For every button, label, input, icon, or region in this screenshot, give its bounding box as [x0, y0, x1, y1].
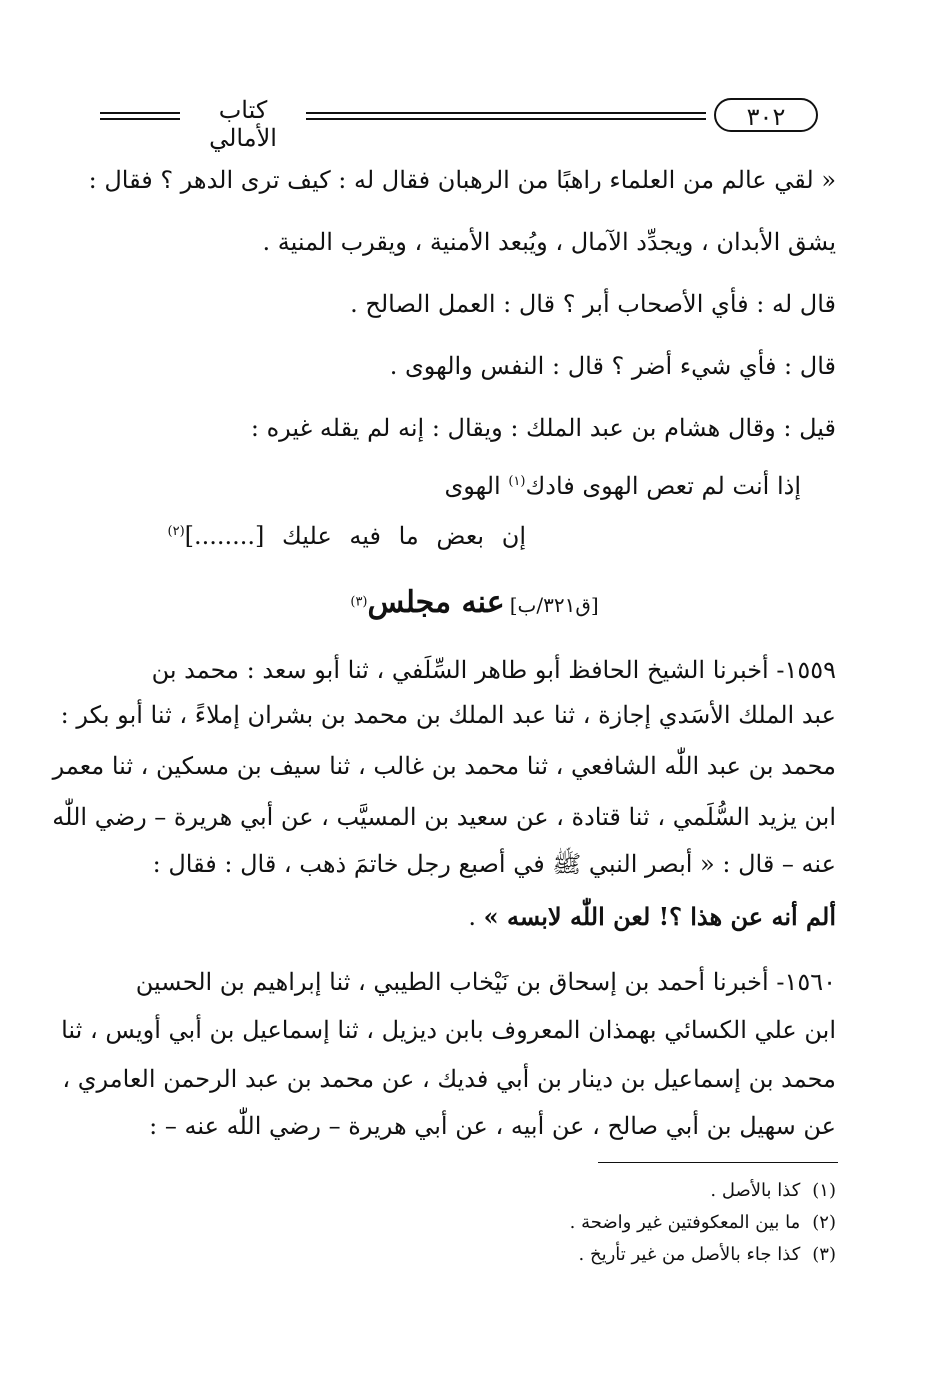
hadith-1560-line: محمد بن إسماعيل بن دينار بن أبي فديك ، عن محمد بن عبد الرحمن العامري ،	[62, 1065, 836, 1093]
hadith-1559-line: عبد الملك الأسَدي إجازة ، ثنا عبد الملك بن محمد بن بشران إملاءً ، ثنا أبو بكر :	[60, 701, 836, 729]
hadith-1560-line: عن سهيل بن أبي صالح ، عن أبيه ، عن أبي هريرة – رضي اللّٰه عنه – :	[149, 1112, 836, 1140]
text-line: « لقي عالم من العلماء راهبًا من الرهبان فقال له : كيف ترى الدهر ؟ فقال :	[88, 166, 836, 194]
section-heading	[0, 585, 949, 620]
header-rule-middle	[306, 112, 706, 120]
verse-text: إذا أنت لم تعص الهوى فادك	[525, 472, 801, 500]
footnote	[570, 1212, 836, 1233]
hadith-1559-line: عنه – قال : « أبصر النبي ﷺ في أصبع رجل خاتمَ ذهب ، قال : فقال :	[152, 850, 836, 878]
page-header	[96, 90, 846, 152]
hadith-1559-end	[468, 902, 836, 931]
footnote-text: ما بين المعكوفتين غير واضحة .	[569, 1212, 801, 1233]
text-line: قال : فأي شيء أضر ؟ قال : النفس والهوى .	[389, 352, 836, 380]
hadith-1559-line: ١٥٥٩- أخبرنا الشيخ الحافظ أبو طاهر السِّلَفي ، ثنا أبو سعد : محمد بن	[151, 656, 836, 684]
footnote-separator	[598, 1162, 838, 1163]
header-rule-left	[100, 112, 180, 120]
hadith-1560-line: ابن علي الكسائي بهمذان المعروف بابن ديزيل ، ثنا إسماعيل بن أبي أويس ، ثنا	[61, 1016, 836, 1044]
footnote-number: (٣)	[812, 1244, 836, 1265]
hadith-1559-line: محمد بن عبد اللّٰه الشافعي ، ثنا محمد بن غالب ، ثنا سيف بن مسكين ، ثنا معمر	[52, 752, 836, 780]
footnote-number: (٢)	[812, 1212, 836, 1233]
page-number: ٣٠٢	[714, 98, 818, 132]
footnote	[579, 1244, 837, 1265]
hadith-1560-line: ١٥٦٠- أخبرنا أحمد بن إسحاق بن نَيْخاب الطيبي ، ثنا إبراهيم بن الحسين	[135, 968, 836, 996]
footnote-ref: (٣)	[350, 594, 368, 610]
footnote-ref: (٢)	[167, 524, 185, 539]
text-line: قال له : فأي الأصحاب أبر ؟ قال : العمل الصالح .	[350, 290, 836, 318]
text-line: قيل : وقال هشام بن عبد الملك : ويقال : إنه لم يقله غيره :	[250, 414, 836, 442]
footnote	[710, 1180, 836, 1201]
book-title: كتاب الأمالي	[209, 96, 277, 152]
footnote-text: كذا جاء بالأصل من غير تأريخ .	[578, 1244, 801, 1265]
manuscript-ref: [ق٣٢١/ب]	[509, 593, 599, 617]
hadith-1559-line: ابن يزيد السُّلَمي ، ثنا قتادة ، عن سعيد بن المسيَّب ، عن أبي هريرة – رضي اللّٰه	[52, 803, 836, 831]
hadith-tail: .	[468, 903, 484, 931]
text-line: يشق الأبدان ، ويجدِّد الآمال ، ويُبعد الأمنية ، ويقرب المنية .	[262, 228, 836, 256]
verse-text: الهوى	[444, 472, 509, 500]
verse-text: إن بعض ما فيه عليك [........]	[184, 522, 526, 550]
footnote-ref: (١)	[508, 474, 526, 489]
section-title: عنه مجلس	[367, 585, 505, 620]
footnote-text: كذا بالأصل .	[710, 1180, 801, 1201]
verse-line-2	[168, 522, 526, 550]
verse-line-1	[444, 472, 801, 500]
footnote-number: (١)	[812, 1180, 836, 1201]
hadith-matn: ألم أنه عن هذا ؟! لعن اللّٰه لابسه »	[483, 902, 836, 931]
